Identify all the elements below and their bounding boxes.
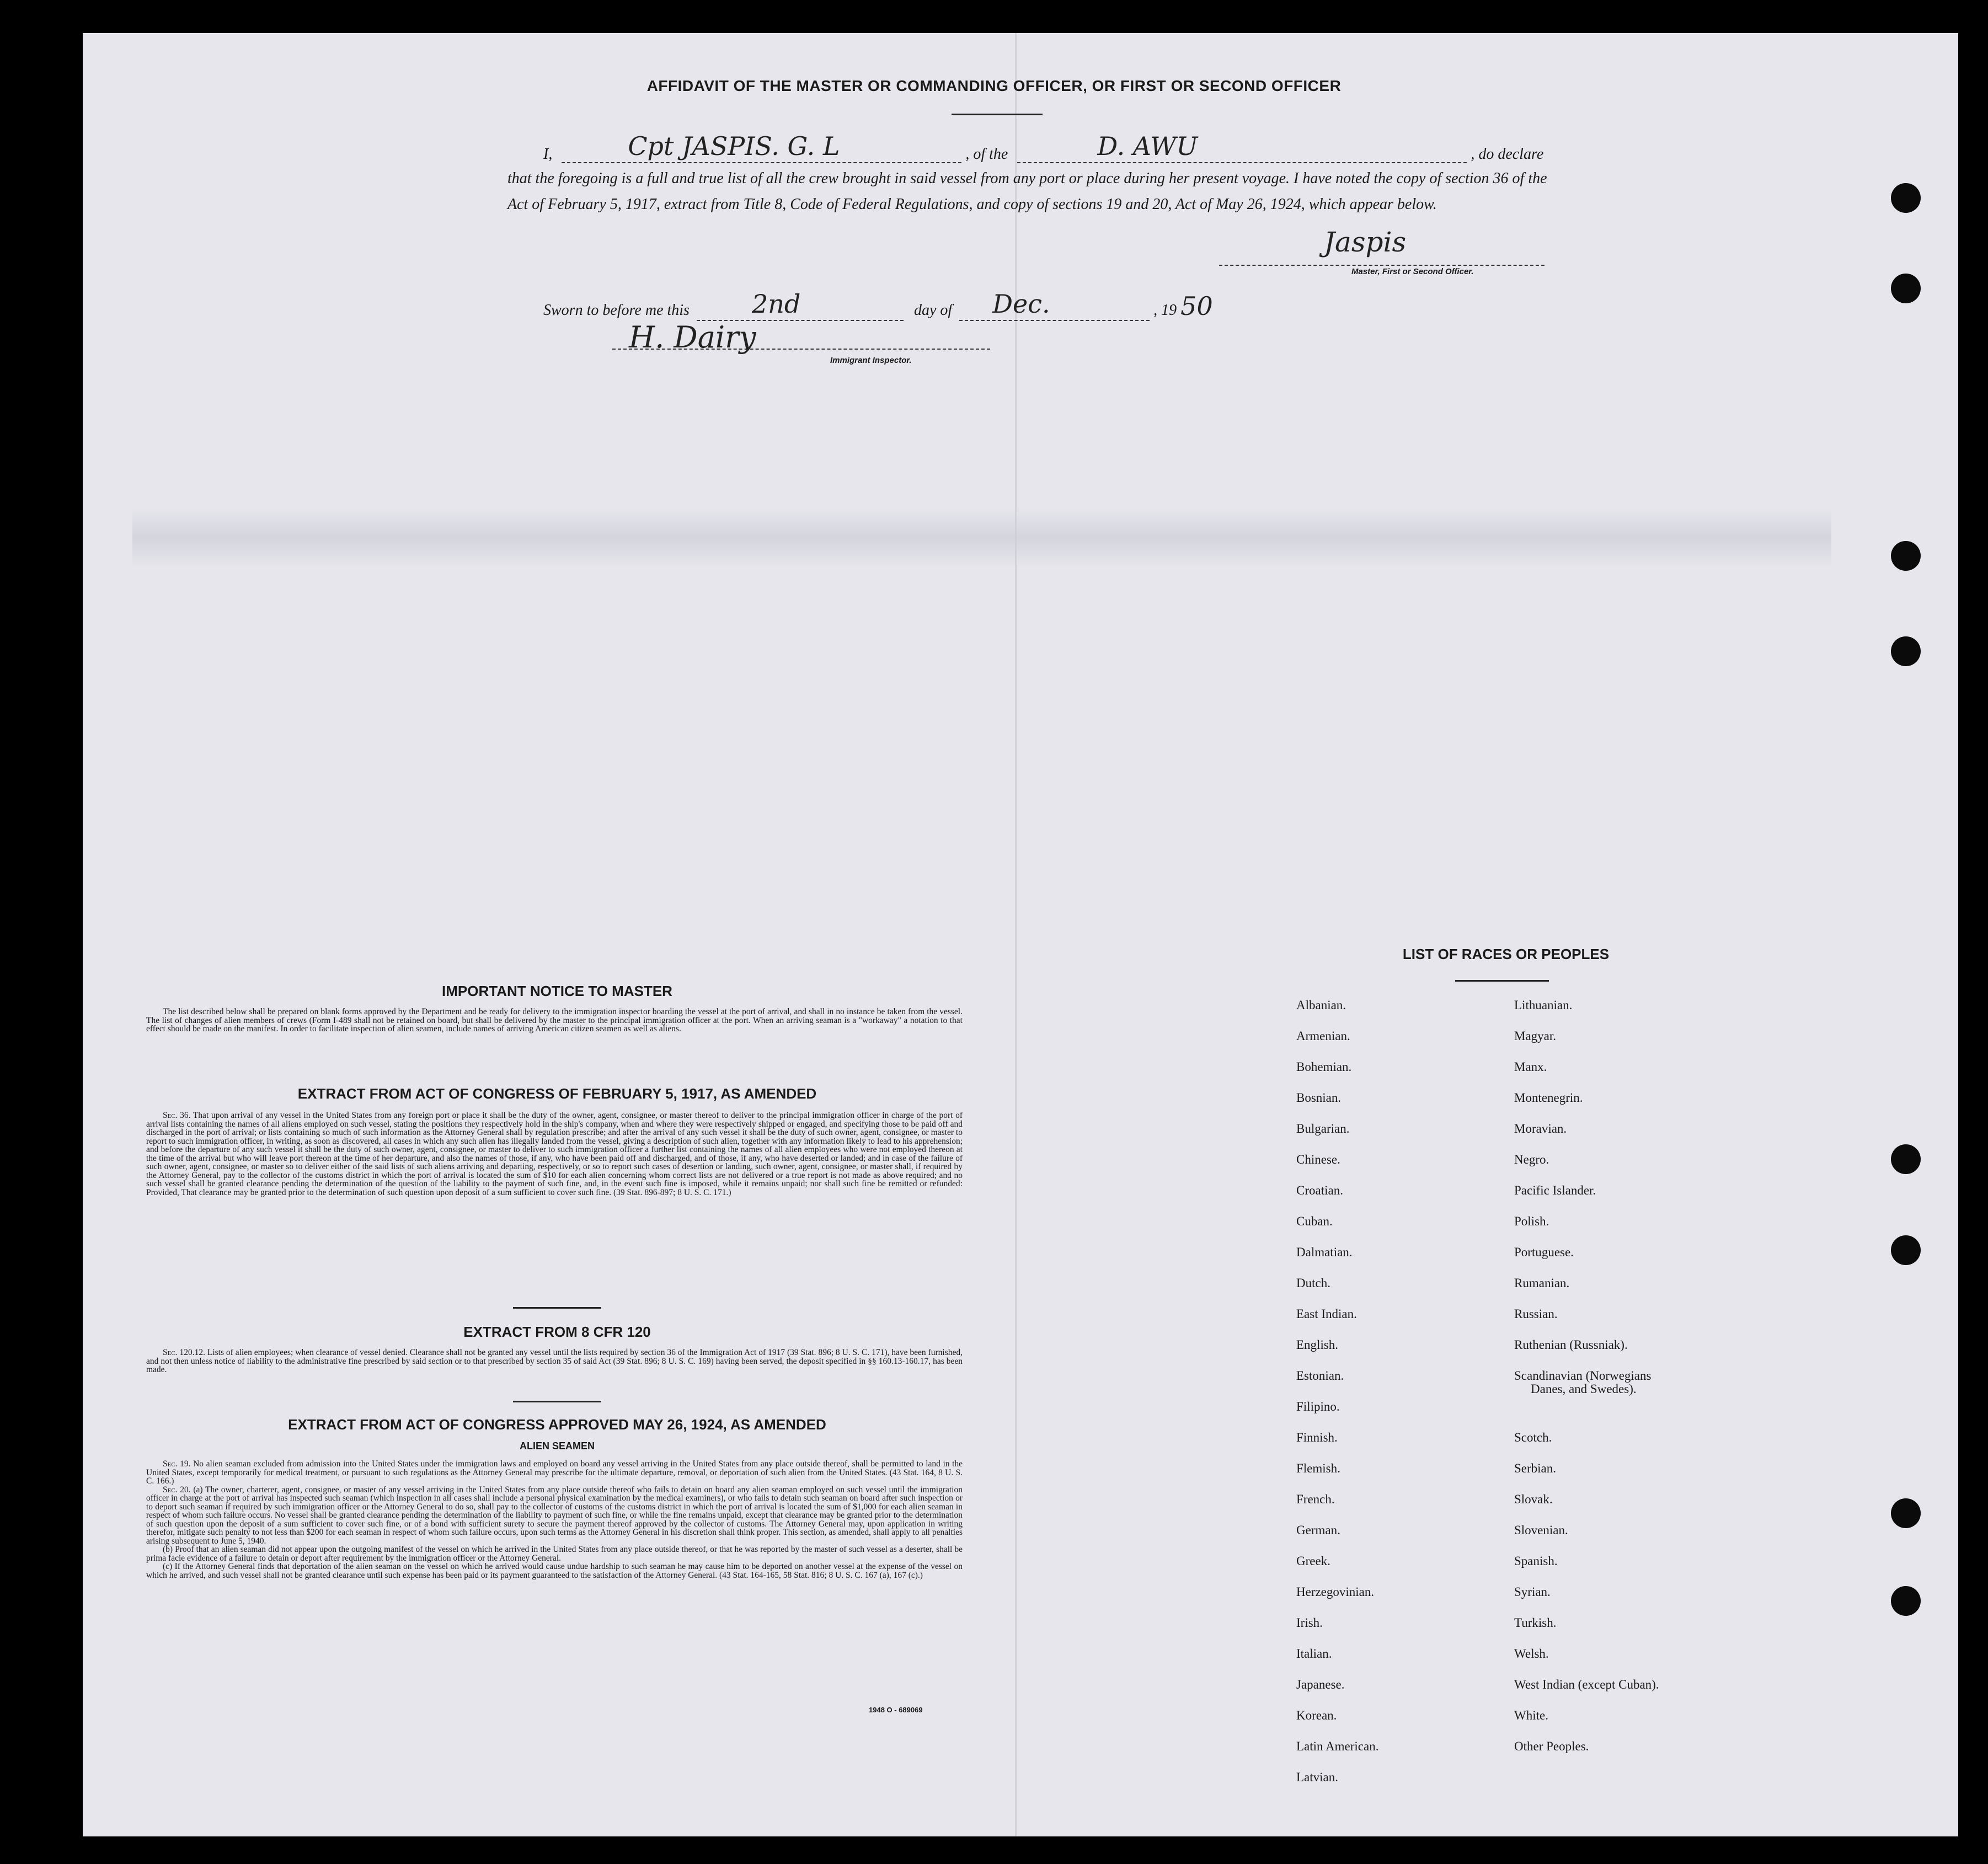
race-item: Flemish.	[1296, 1461, 1340, 1475]
race-item: Danes, and Swedes).	[1531, 1382, 1637, 1396]
race-item: Bohemian.	[1296, 1060, 1352, 1074]
declaration-line	[543, 131, 1544, 163]
sec-36-text: That upon arrival of any vessel in the United States from any foreign port or place it shall be the duty of the owner, agent, consignee, or master thereof to deliver to the principal immigration officer in charge of the port of arrival lists containing the names of all aliens employed on such vessel, stating the positions they respectively hold in the ship's company, when and where they were respectively shipped or engaged, and specifying those to be paid off and discharged in the port of arrival; or lists containing so much of such information as the Attorney General shall by regulation prescribe; and after the arrival of any such vessel it shall be the duty of such owner, agent, consignee, or master to report to such immigration officer, in writing, as soon as discovered, all cases in which any such alien has illegally landed from the vessel, giving a description of such alien, together with any information likely to lead to his apprehension; and before the departure of any such vessel it shall be the duty of such owner, agent, consignee, or master to deliver to such immigration officer a further list containing the names of all alien employees who were not employed thereon at the time of the arrival but who will leave port thereon at the time of her departure, and also the names of those, if any, who have been paid off and discharged, and of those, if any, who have deserted or landed; and in case of the failure of such owner, agent, consignee, or master so to deliver either of the said lists of such aliens arriving and departing, respectively, or so to report such cases of desertion or landing, such owner, agent, consignee, or master shall, if required by the Attorney General, pay to the collector of the customs district in which the port of arrival is located the sum of $10 for each alien concerning whom correct lists are not delivered or a true report is not made as above required; and no such vessel shall be granted clearance pending the determination of the question of the liability to the payment of such fine, and, in the event such fine is imposed, while it remains unpaid; nor shall such fine be remitted or refunded: Provided, That clearance may be granted prior to the determination of such question upon deposit of a sum sufficient to cover such fine. (39 Stat. 896-897; 8 U. S. C. 171.)	[146, 1111, 963, 1197]
punch-hole	[1891, 1235, 1921, 1265]
race-item: Cuban.	[1296, 1214, 1333, 1228]
race-item: Dalmatian.	[1296, 1245, 1353, 1259]
race-item: Serbian.	[1514, 1461, 1557, 1475]
title-rule	[952, 114, 1043, 115]
race-item: Welsh.	[1514, 1647, 1549, 1661]
affidavit-title: AFFIDAVIT OF THE MASTER OR COMMANDING OFFICER, OR FIRST OR SECOND OFFICER	[646, 77, 1342, 94]
race-item: Montenegrin.	[1514, 1091, 1583, 1105]
race-item: Chinese.	[1296, 1153, 1340, 1166]
race-item: Dutch.	[1296, 1276, 1330, 1290]
race-item: Pacific Islander.	[1514, 1183, 1596, 1197]
race-item: Magyar.	[1514, 1029, 1557, 1043]
extract-1917-body	[146, 1111, 963, 1197]
race-item: Rumanian.	[1514, 1276, 1570, 1290]
sec-20c-text: (c) If the Attorney General finds that deportation of the alien seaman on the vessel on which he arrived would cause undue hardship to such seaman he may cause him to be deported on another vessel at the expense of the vessel on which he arrived, and such vessel shall not be granted clearance until such expense has been paid or its payment guaranteed to the satisfaction of the Attorney General. (43 Stat. 164-165, 58 Stat. 816; 8 U. S. C. 167 (a), 167 (c).)	[146, 1562, 963, 1580]
race-item: Scandinavian (Norwegians	[1514, 1369, 1652, 1383]
race-item: Bulgarian.	[1296, 1122, 1350, 1135]
sec-36-label: Sec. 36.	[163, 1111, 191, 1120]
notice-body	[146, 1008, 963, 1033]
race-item: Slovenian.	[1514, 1523, 1568, 1537]
race-item: Lithuanian.	[1514, 998, 1573, 1012]
extract-1924-heading: EXTRACT FROM ACT OF CONGRESS APPROVED MAY 26, 1924, AS AMENDED	[288, 1416, 826, 1433]
sec-19-label: Sec. 19.	[163, 1459, 191, 1469]
divider-rule	[513, 1307, 601, 1309]
declaration-body: that the foregoing is a full and true list of all the crew brought in said vessel from any port or place during her present voyage. I have noted the copy of section 36 of the Act of February 5, 1917, extract from Title 8, Code of Federal Regulations, and copy of sections 19 and 20, Act of May 26, 1924, which appear below.	[507, 170, 1547, 213]
punch-hole	[1891, 274, 1921, 303]
race-item: English.	[1296, 1338, 1339, 1352]
day-of-label: day of	[913, 302, 953, 319]
of-the-label: , of the	[965, 146, 1008, 163]
race-item: Albanian.	[1296, 998, 1346, 1012]
punch-hole	[1891, 636, 1921, 666]
race-item: White.	[1514, 1708, 1548, 1722]
notice-paragraph: The list described below shall be prepared on blank forms approved by the Department and be ready for delivery to the immigration inspector boarding the vessel at the port of arrival, and shall in no instance be taken from the vessel. The list of changes of alien members of crews (Form I-489 shall not be retained on board, but shall be delivered by the master to the principal immigration officer at the port. When an arriving seaman is a "workaway" a notation to that effect should be made on the manifest. In order to facilitate inspection of alien seamen, include names of arriving American citizen seamen as well as aliens.	[146, 1007, 963, 1033]
notice-heading: IMPORTANT NOTICE TO MASTER	[442, 983, 672, 999]
divider-rule	[513, 1401, 601, 1402]
race-item: German.	[1296, 1523, 1340, 1537]
races-title: LIST OF RACES OR PEOPLES	[1402, 946, 1610, 962]
sec-120-12-label: Sec. 120.12.	[163, 1348, 205, 1357]
extract-cfr-heading: EXTRACT FROM 8 CFR 120	[463, 1324, 651, 1340]
master-signature-label: Master, First or Second Officer.	[1351, 267, 1474, 276]
race-item: Filipino.	[1296, 1400, 1340, 1413]
race-item: Other Peoples.	[1514, 1739, 1589, 1753]
race-item: Greek.	[1296, 1554, 1330, 1568]
inspector-signature: H. Dairy	[629, 320, 756, 355]
race-item: Ruthenian (Russniak).	[1514, 1338, 1628, 1352]
alien-seamen-subheading: ALIEN SEAMEN	[519, 1440, 595, 1451]
sworn-day: 2nd	[751, 289, 801, 319]
race-item: Japanese.	[1296, 1678, 1345, 1691]
extract-1924-body	[146, 1460, 963, 1579]
sec-20-label: Sec. 20.	[163, 1485, 191, 1495]
master-signature: Jaspis	[1324, 226, 1407, 258]
sec-20a-text: (a) The owner, charterer, agent, consignee, or master of any vessel arriving in the United States from any place outside thereof who fails to detain on board any alien seaman employed on such vessel until the immigration officer in charge at the port of arrival has inspected such seaman (which inspection in all cases shall include a personal physical examination by the medical examiners), or who fails to detain such seaman on board after such inspection or to deport such seaman if required by such immigration officer or the Attorney General to do so, shall pay to the collector of customs of the customs district in which the port of arrival is located the sum of $1,000 for each alien seaman in respect of whom such failure occurs. No vessel shall be granted clearance pending the determination of the liability to payment of such fine, or while the fine remains unpaid, except that clearance may be granted prior to the determination of such question upon the deposit of a sum sufficient to cover such fine, or of a bond with sufficient surety to secure the payment thereof approved by the collector of customs. The Attorney General may, upon application in writing therefor, mitigate such penalty to not less than $200 for each seaman in respect of whom such failure occurs, upon such terms as the Attorney General in his discretion shall think proper. This section, as amended, shall apply to all penalties arising subsequent to June 5, 1940.	[146, 1485, 963, 1546]
race-item: Moravian.	[1514, 1122, 1567, 1135]
vessel-name-field	[1017, 131, 1467, 163]
race-item: Russian.	[1514, 1307, 1558, 1321]
print-code: 1948 O - 689069	[869, 1706, 923, 1714]
race-item: French.	[1296, 1492, 1335, 1506]
punch-hole	[1891, 183, 1921, 213]
punch-hole	[1891, 1498, 1921, 1528]
race-item: Polish.	[1514, 1214, 1549, 1228]
race-item: Croatian.	[1296, 1183, 1343, 1197]
race-item: Portuguese.	[1514, 1245, 1574, 1259]
race-item: Irish.	[1296, 1616, 1323, 1630]
sworn-day-field	[697, 289, 904, 321]
sec-20b-text: (b) Proof that an alien seaman did not appear upon the outgoing manifest of the vessel on which he arrived in the United States from any place outside thereof, or that he was reported by the master of such vessel as a deserter, shall be prima facie evidence of a failure to detain or deport after requirement by the immigration officer or the Attorney General.	[146, 1545, 963, 1563]
race-item: East Indian.	[1296, 1307, 1357, 1321]
extract-1917-heading: EXTRACT FROM ACT OF CONGRESS OF FEBRUARY 5, 1917, AS AMENDED	[297, 1085, 817, 1102]
inspector-label: Immigrant Inspector.	[830, 356, 912, 365]
race-item: Latvian.	[1296, 1770, 1338, 1784]
race-item: Herzegovinian.	[1296, 1585, 1375, 1599]
race-item: Finnish.	[1296, 1431, 1338, 1444]
race-item: Latin American.	[1296, 1739, 1379, 1753]
race-item: Italian.	[1296, 1647, 1332, 1661]
race-item: Spanish.	[1514, 1554, 1558, 1568]
sec-120-12-text: Lists of alien employees; when clearance of vessel denied. Clearance shall not be granted any vessel until the lists required by section 36 of the Immigration Act of 1917 (39 Stat. 896; 8 U. S. C. 171), have been furnished, and not then unless notice of liability to the administrative fine prescribed by said section or to that prescribed by section 35 of said Act (39 Stat. 896; 8 U. S. C. 169) having been served, the deposit specified in §§ 160.13-160.17, has been made.	[146, 1348, 963, 1374]
sworn-month: Dec.	[992, 289, 1050, 319]
punch-hole	[1891, 1586, 1921, 1616]
bleed-through-band	[132, 507, 1831, 568]
race-item: Bosnian.	[1296, 1091, 1342, 1105]
race-item: Armenian.	[1296, 1029, 1350, 1043]
sworn-label: Sworn to before me this	[543, 302, 690, 319]
year-prefix: , 19	[1153, 302, 1177, 319]
do-declare-label: , do declare	[1471, 146, 1544, 163]
race-item: Negro.	[1514, 1153, 1549, 1166]
race-item: West Indian (except Cuban).	[1514, 1678, 1659, 1691]
race-item: Estonian.	[1296, 1369, 1344, 1383]
sworn-line	[543, 291, 1213, 321]
vessel-name: D. AWU	[1097, 131, 1198, 161]
sec-19-text: No alien seaman excluded from admission into the United States under the immigration laws and employed on board any vessel arriving in the United States from any place outside thereof, shall be permitted to land in the United States, except temporarily for medical treatment, or pursuant to such regulations as the Attorney General may prescribe for the ultimate departure, removal, or deportation of such alien from the United States. (43 Stat. 164, 8 U. S. C. 166.)	[146, 1459, 963, 1486]
officer-name-field	[562, 131, 961, 163]
punch-hole	[1891, 1144, 1921, 1174]
sworn-year: 50	[1180, 291, 1213, 321]
officer-name: Cpt JASPIS. G. L	[628, 131, 840, 161]
race-item: Manx.	[1514, 1060, 1547, 1074]
extract-cfr-body	[146, 1348, 963, 1374]
race-item: Scotch.	[1514, 1431, 1552, 1444]
race-item: Slovak.	[1514, 1492, 1553, 1506]
race-item: Korean.	[1296, 1708, 1337, 1722]
race-item: Syrian.	[1514, 1585, 1551, 1599]
sworn-month-field	[959, 289, 1150, 321]
races-title-rule	[1455, 980, 1549, 982]
punch-hole	[1891, 541, 1921, 571]
race-item: Turkish.	[1514, 1616, 1557, 1630]
i-label: I,	[543, 146, 553, 163]
